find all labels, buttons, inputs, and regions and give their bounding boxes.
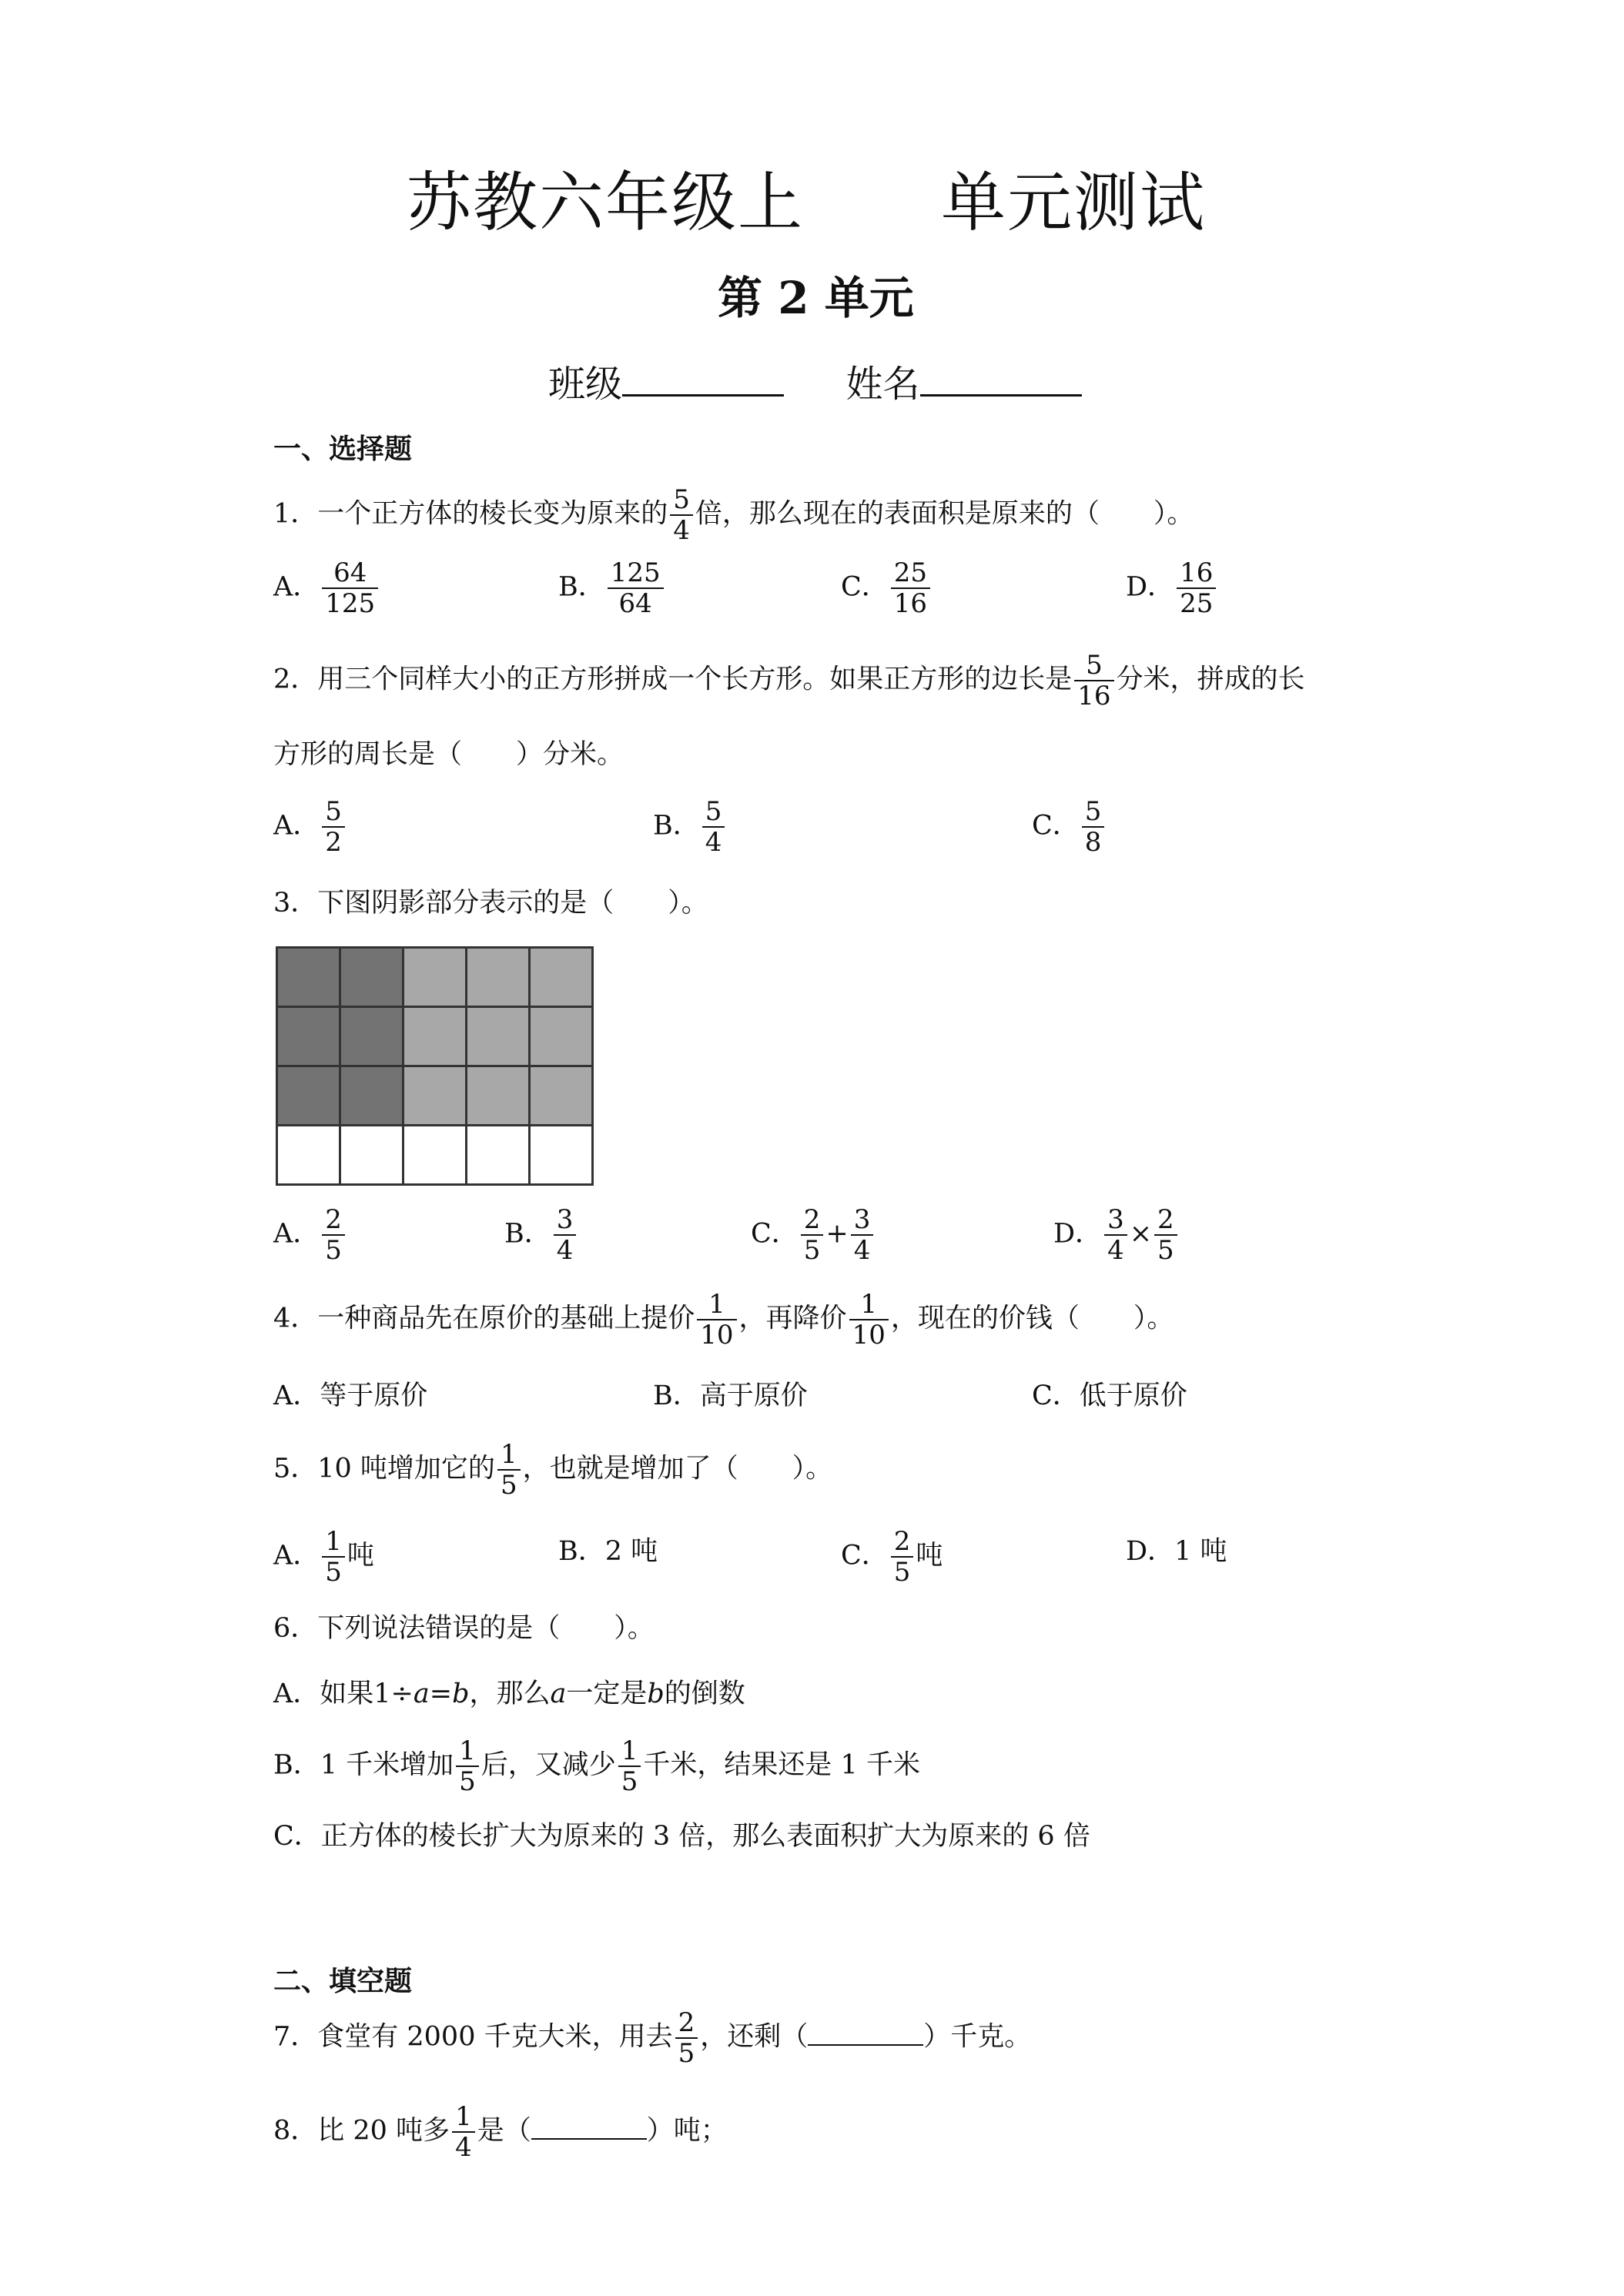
question-2-line2: 方形的周长是（ ）分米。: [273, 739, 624, 770]
q2-option-c[interactable]: C． $\frac{5}{8}$: [1032, 797, 1107, 857]
q1-text: 1．一个正方体的棱长变为原来的: [273, 498, 668, 530]
q3-option-b[interactable]: B． $\frac{3}{4}$: [504, 1205, 578, 1265]
q6-option-c[interactable]: C．正方体的棱长扩大为原来的 3 倍，那么表面积扩大为原来的 6 倍: [273, 1821, 1090, 1852]
q3-option-d[interactable]: D． $\frac{3}{4}$ × $\frac{2}{5}$: [1053, 1205, 1180, 1265]
grid-cell-light: [531, 1067, 594, 1126]
grid-cell-white: [278, 1126, 341, 1186]
fraction: $\frac{5}{16}$: [1074, 651, 1113, 711]
q3-option-a[interactable]: A． $\frac{2}{5}$: [273, 1205, 347, 1265]
grid-cell-light: [531, 1008, 594, 1067]
q4-option-a[interactable]: A．等于原价: [273, 1381, 428, 1411]
question-7: 7．食堂有 2000 千克大米，用去 $\frac{2}{5}$ ，还剩（ ）千克。: [273, 2007, 1032, 2069]
grid-cell-white: [341, 1126, 404, 1186]
q4-option-b[interactable]: B．高于原价: [653, 1381, 808, 1411]
grid-cell-dark: [278, 1067, 341, 1126]
shaded-grid-figure: [276, 946, 594, 1186]
class-label: 班级: [548, 363, 623, 406]
q6-option-b[interactable]: B．1 千米增加 $\frac{1}{5}$ 后，又减少 $\frac{1}{5}$ 千米，结果还是 1 千米: [273, 1735, 920, 1797]
page-title-left: 苏教六年级上: [407, 165, 805, 240]
q5-option-a[interactable]: A． $\frac{1}{5}$ 吨: [273, 1526, 374, 1588]
grid-cell-light: [404, 949, 467, 1008]
q1-option-d[interactable]: D． $\frac{16}{25}$: [1126, 558, 1218, 618]
grid-cell-dark: [341, 949, 404, 1008]
question-5: 5．10 吨增加它的 $\frac{1}{5}$ ，也就是增加了（ ）。: [273, 1439, 833, 1501]
q6-option-a[interactable]: A．如果1÷a=b，那么a一定是b的倒数: [273, 1678, 745, 1709]
q1-option-b[interactable]: B． $\frac{125}{64}$: [558, 558, 666, 618]
section-heading-choice: 一、选择题: [273, 433, 413, 465]
q7-answer-blank[interactable]: [808, 2020, 923, 2046]
grid-cell-dark: [341, 1008, 404, 1067]
q2-option-a[interactable]: A． $\frac{5}{2}$: [273, 797, 347, 857]
question-6: 6．下列说法错误的是（ ）。: [273, 1613, 655, 1644]
page-title-right: 单元测试: [941, 165, 1207, 240]
grid-cell-white: [467, 1126, 531, 1186]
grid-cell-light: [467, 1067, 531, 1126]
class-blank[interactable]: [622, 360, 784, 397]
q1-option-a[interactable]: A． $\frac{64}{125}$: [273, 558, 380, 618]
q8-answer-blank[interactable]: [531, 2114, 647, 2140]
q5-option-c[interactable]: C． $\frac{2}{5}$ 吨: [841, 1526, 943, 1588]
grid-cell-light: [467, 1008, 531, 1067]
grid-cell-dark: [278, 1008, 341, 1067]
question-4: 4．一种商品先在原价的基础上提价 $\frac{1}{10}$ ，再降价 $\frac{1}{10}$ ，现在的价钱（ ）。: [273, 1289, 1174, 1350]
grid-cell-white: [531, 1126, 594, 1186]
grid-cell-light: [404, 1067, 467, 1126]
name-blank[interactable]: [920, 360, 1082, 397]
question-1: [273, 485, 1194, 545]
unit-subtitle: 第 2 单元: [718, 272, 914, 324]
class-name-line: [548, 354, 1082, 407]
grid-cell-white: [404, 1126, 467, 1186]
name-label: 姓名: [845, 363, 920, 406]
q1-text-suffix: 倍，那么现在的表面积是原来的（ ）。: [695, 498, 1194, 530]
grid-cell-dark: [341, 1067, 404, 1126]
section-heading-fill: 二、填空题: [273, 1966, 413, 1997]
grid-cell-light: [467, 949, 531, 1008]
question-8: 8．比 20 吨多 $\frac{1}{4}$ 是（ ）吨；: [273, 2101, 728, 2163]
question-2: 2．用三个同样大小的正方形拼成一个长方形。如果正方形的边长是 $\frac{5}{16}$ 分米，拼成的长: [273, 650, 1305, 711]
grid-cell-light: [404, 1008, 467, 1067]
question-3: 3．下图阴影部分表示的是（ ）。: [273, 888, 708, 919]
q3-option-c[interactable]: C． $\frac{2}{5}$ + $\frac{3}{4}$: [751, 1205, 876, 1265]
grid-cell-dark: [278, 949, 341, 1008]
q5-option-d[interactable]: D．1 吨: [1126, 1536, 1227, 1567]
q4-option-c[interactable]: C．低于原价: [1032, 1381, 1187, 1411]
grid-cell-light: [531, 949, 594, 1008]
q1-option-c[interactable]: C． $\frac{25}{16}$: [841, 558, 933, 618]
fraction: $\frac{5}{4}$: [670, 485, 693, 545]
q5-option-b[interactable]: B．2 吨: [558, 1536, 658, 1567]
q2-option-b[interactable]: B． $\frac{5}{4}$: [653, 797, 727, 857]
